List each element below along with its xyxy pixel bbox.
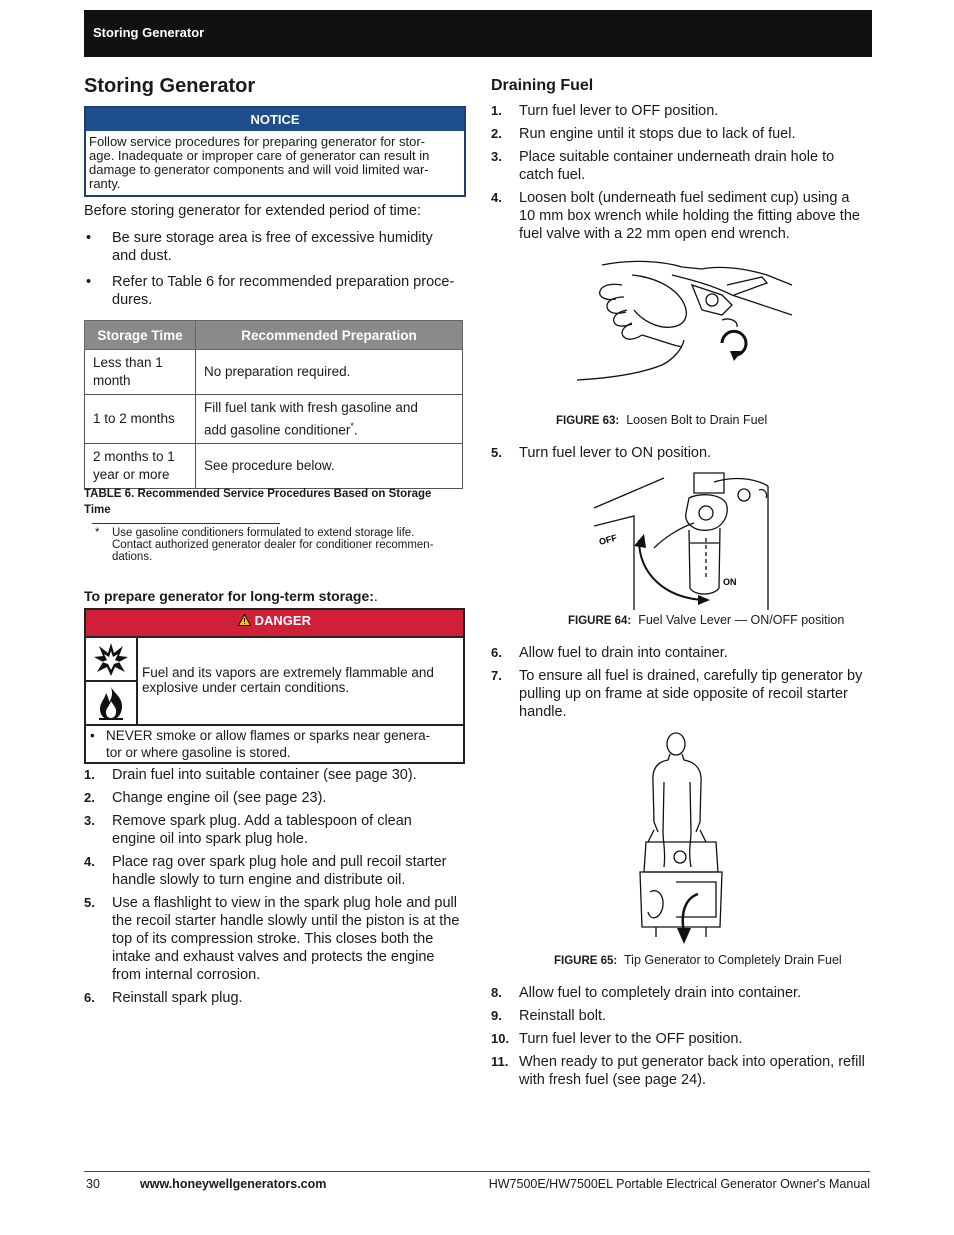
table-header: Recommended Preparation <box>196 321 463 350</box>
figure-64-caption: FIGURE 64: Fuel Valve Lever — ON/OFF position <box>568 613 845 627</box>
table-row <box>85 350 463 395</box>
list-item: 11. When ready to put generator back into operation, refill with fresh fuel (see page 24). <box>491 1054 865 1088</box>
header-title: Storing Generator <box>93 25 205 40</box>
storage-table <box>84 320 463 489</box>
table-cell: Less than 1 month <box>85 350 196 395</box>
footer-url[interactable]: www.honeywellgenerators.com <box>140 1177 327 1191</box>
list-item: 5. Turn fuel lever to ON position. <box>491 445 712 461</box>
storage-steps <box>84 766 464 1012</box>
notice-box <box>84 106 466 197</box>
danger-header <box>86 610 463 636</box>
table-header: Storage Time <box>85 321 196 350</box>
list-item: 5. Use a flashlight to view in the spark plug hole and pull the recoil starter handle slowly until the piston is at the top of its compression stroke. This closes both the intake and exhaust valves and protects the engine from internal corrosion. <box>84 895 460 983</box>
notice-line: age. Inadequate or improper care of generator can result in <box>89 148 430 163</box>
drain-steps-c <box>491 984 871 1094</box>
section-title: Draining Fuel <box>491 77 594 94</box>
list-item: 8. Allow fuel to completely drain into container. <box>491 985 802 1001</box>
off-label: OFF <box>597 532 618 547</box>
table-caption: TABLE 6. Recommended Service Procedures Based on Storage Time <box>84 488 432 516</box>
list-item: 3. Remove spark plug. Add a tablespoon of clean engine oil into spark plug hole. <box>84 813 412 847</box>
danger-box <box>84 608 465 764</box>
list-item: 2. Run engine until it stops due to lack of fuel. <box>491 126 796 142</box>
table-cell: No preparation required. <box>196 350 463 395</box>
table-row <box>85 395 463 444</box>
footnote-rule <box>92 523 280 524</box>
bullet-list <box>84 229 464 317</box>
figure-65-illustration <box>636 732 726 946</box>
list-item: 2. Change engine oil (see page 23). <box>84 790 327 806</box>
list-item: 1. Drain fuel into suitable container (see page 30). <box>84 767 417 783</box>
warning-triangle-icon <box>238 614 251 626</box>
prep-heading: To prepare generator for long-term storage:. <box>84 588 378 604</box>
notice-label: NOTICE <box>86 108 464 131</box>
figure-63-illustration <box>572 255 794 385</box>
bullet-item: • Refer to Table 6 for recommended preparation proce- dures. <box>84 273 464 309</box>
list-item: 4. Loosen bolt (underneath fuel sediment cup) using a 10 mm box wrench while holding the fitting above the fuel valve with a 22 mm open end wrench. <box>491 190 860 242</box>
list-item: 6. Reinstall spark plug. <box>84 990 243 1006</box>
figure-64-illustration <box>594 468 770 610</box>
footer-rule <box>84 1171 870 1172</box>
danger-text: Fuel and its vapors are extremely flammable and explosive under certain conditions. <box>142 665 434 695</box>
table-cell: 2 months to 1 year or more <box>85 444 196 489</box>
notice-line: ranty. <box>89 176 121 191</box>
danger-label: DANGER <box>254 613 311 628</box>
intro-text: Before storing generator for extended period of time: <box>84 203 421 219</box>
section-title: Storing Generator <box>84 75 256 97</box>
drain-steps-a <box>491 102 871 248</box>
table-cell: Fill fuel tank with fresh gasoline and add gasoline conditioner*. <box>196 395 463 444</box>
list-item: 1. Turn fuel lever to OFF position. <box>491 103 719 119</box>
list-item: 3. Place suitable container underneath drain hole to catch fuel. <box>491 149 835 183</box>
notice-text <box>86 131 464 195</box>
figure-63-caption: FIGURE 63: Loosen Bolt to Drain Fuel <box>556 413 768 427</box>
footnote-mark: * <box>95 527 100 539</box>
page-header-bar <box>84 10 872 57</box>
figure-65-caption: FIGURE 65: Tip Generator to Completely Drain Fuel <box>554 953 842 967</box>
danger-bullet: • NEVER smoke or allow flames or sparks near genera- tor or where gasoline is stored. <box>86 726 463 762</box>
explosion-icon <box>86 638 136 680</box>
page-number: 30 <box>86 1177 100 1191</box>
notice-line: damage to generator components and will void limited war- <box>89 162 429 177</box>
flame-icon <box>86 680 136 724</box>
list-item: 9. Reinstall bolt. <box>491 1008 607 1024</box>
drain-steps-b <box>491 644 871 726</box>
list-item: 7. To ensure all fuel is drained, carefully tip generator by pulling up on frame at side opposite of recoil starter handle. <box>491 668 863 720</box>
footer-manual-title: HW7500E/HW7500EL Portable Electrical Generator Owner's Manual <box>488 1177 870 1191</box>
table-cell: See procedure below. <box>196 444 463 489</box>
table-cell: 1 to 2 months <box>85 395 196 444</box>
table-row <box>85 444 463 489</box>
footnote-text: Use gasoline conditioners formulated to extend storage life. Contact authorized generator dealer for conditioner recommen- dations. <box>112 527 434 563</box>
notice-line: Follow service procedures for preparing generator for stor- <box>89 134 425 149</box>
bullet-item: • Be sure storage area is free of excessive humidity and dust. <box>84 229 464 265</box>
list-item: 10. Turn fuel lever to the OFF position. <box>491 1031 743 1047</box>
drain-step-5 <box>491 444 871 467</box>
on-label: ON <box>723 577 737 587</box>
list-item: 6. Allow fuel to drain into container. <box>491 645 728 661</box>
list-item: 4. Place rag over spark plug hole and pull recoil starter handle slowly to turn engine and distribute oil. <box>84 854 447 888</box>
